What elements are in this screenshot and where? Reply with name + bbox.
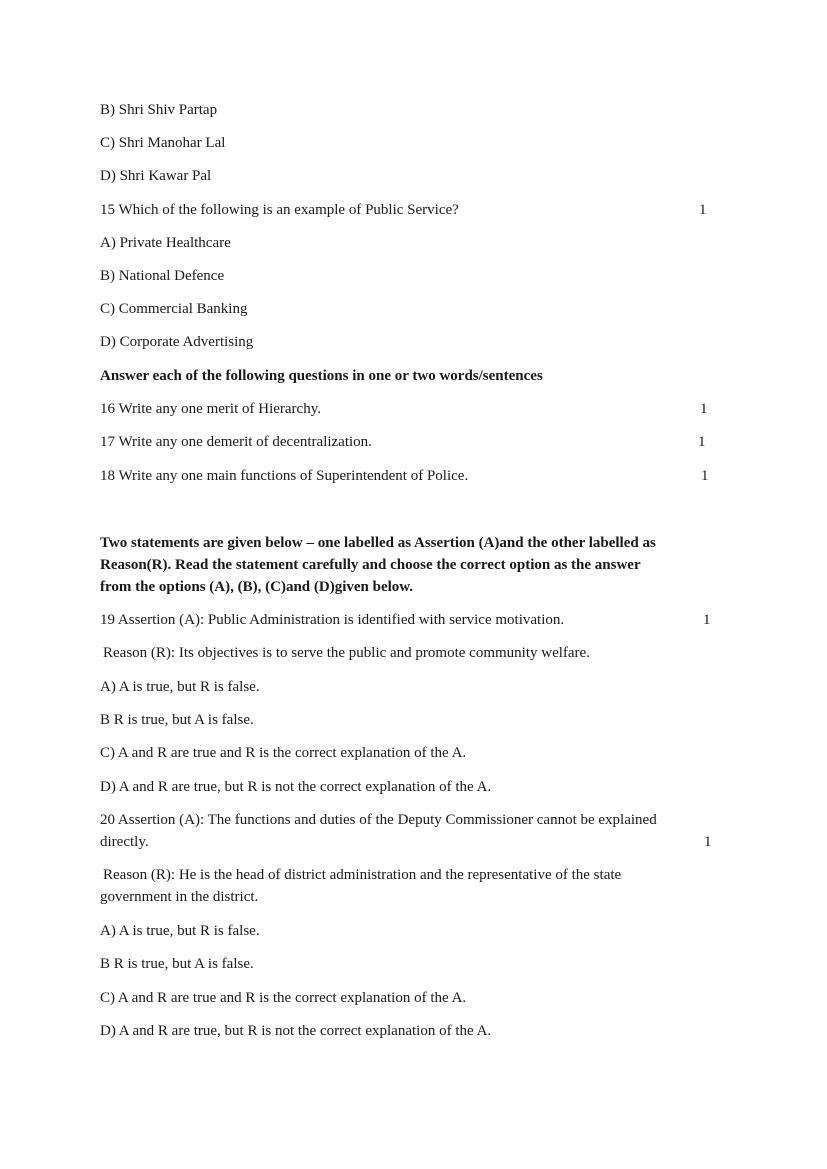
q20-option-d: D) A and R are true, but R is not the correct explanation of the A. [100,1023,492,1039]
section-heading-short-answer: Answer each of the following questions in one or two words/sentences [100,368,543,384]
q19-assertion: 19 Assertion (A): Public Administration is identified with service motivation. [100,612,565,628]
q20-option-c: C) A and R are true and R is the correct explanation of the A. [100,990,467,1006]
q20-option-b: B R is true, but A is false. [100,956,254,972]
q18-marks: 1 [701,468,709,484]
q19-marks: 1 [703,612,711,628]
q20-assertion-line-1: 20 Assertion (A): The functions and duties of the Deputy Commissioner cannot be explained [100,812,657,828]
assertion-instructions-line-1: Two statements are given below – one labelled as Assertion (A)and the other labelled as [100,535,656,551]
q15-option-c: C) Commercial Banking [100,301,248,317]
q17-question: 17 Write any one demerit of decentralization. [100,434,372,450]
q16-marks: 1 [700,401,708,417]
q15-marks: 1 [699,202,707,218]
q19-option-d: D) A and R are true, but R is not the correct explanation of the A. [100,779,492,795]
q15-option-a: A) Private Healthcare [100,235,231,251]
q18-question: 18 Write any one main functions of Superintendent of Police. [100,468,469,484]
q15-question: 15 Which of the following is an example of Public Service? [100,202,459,218]
q19-reason: Reason (R): Its objectives is to serve the public and promote community welfare. [103,645,590,661]
q14-option-c: C) Shri Manohar Lal [100,135,226,151]
q20-option-a: A) A is true, but R is false. [100,923,260,939]
q19-option-a: A) A is true, but R is false. [100,679,260,695]
q20-marks: 1 [704,834,712,850]
q14-option-b: B) Shri Shiv Partap [100,102,218,118]
q16-question: 16 Write any one merit of Hierarchy. [100,401,321,417]
q19-option-b: B R is true, but A is false. [100,712,254,728]
q17-marks: 1 [698,434,706,450]
q15-option-d: D) Corporate Advertising [100,334,254,350]
assertion-instructions-line-2: Reason(R). Read the statement carefully and choose the correct option as the answer [100,557,641,573]
q19-option-c: C) A and R are true and R is the correct explanation of the A. [100,745,467,761]
assertion-instructions-line-3: from the options (A), (B), (C)and (D)given below. [100,579,414,595]
q20-assertion-line-2: directly. [100,834,149,850]
q20-reason-line-2: government in the district. [100,889,259,905]
q20-reason-line-1: Reason (R): He is the head of district administration and the representative of the state [103,867,622,883]
q14-option-d: D) Shri Kawar Pal [100,168,212,184]
section-heading-assertion-reason [100,532,720,598]
q15-option-b: B) National Defence [100,268,225,284]
